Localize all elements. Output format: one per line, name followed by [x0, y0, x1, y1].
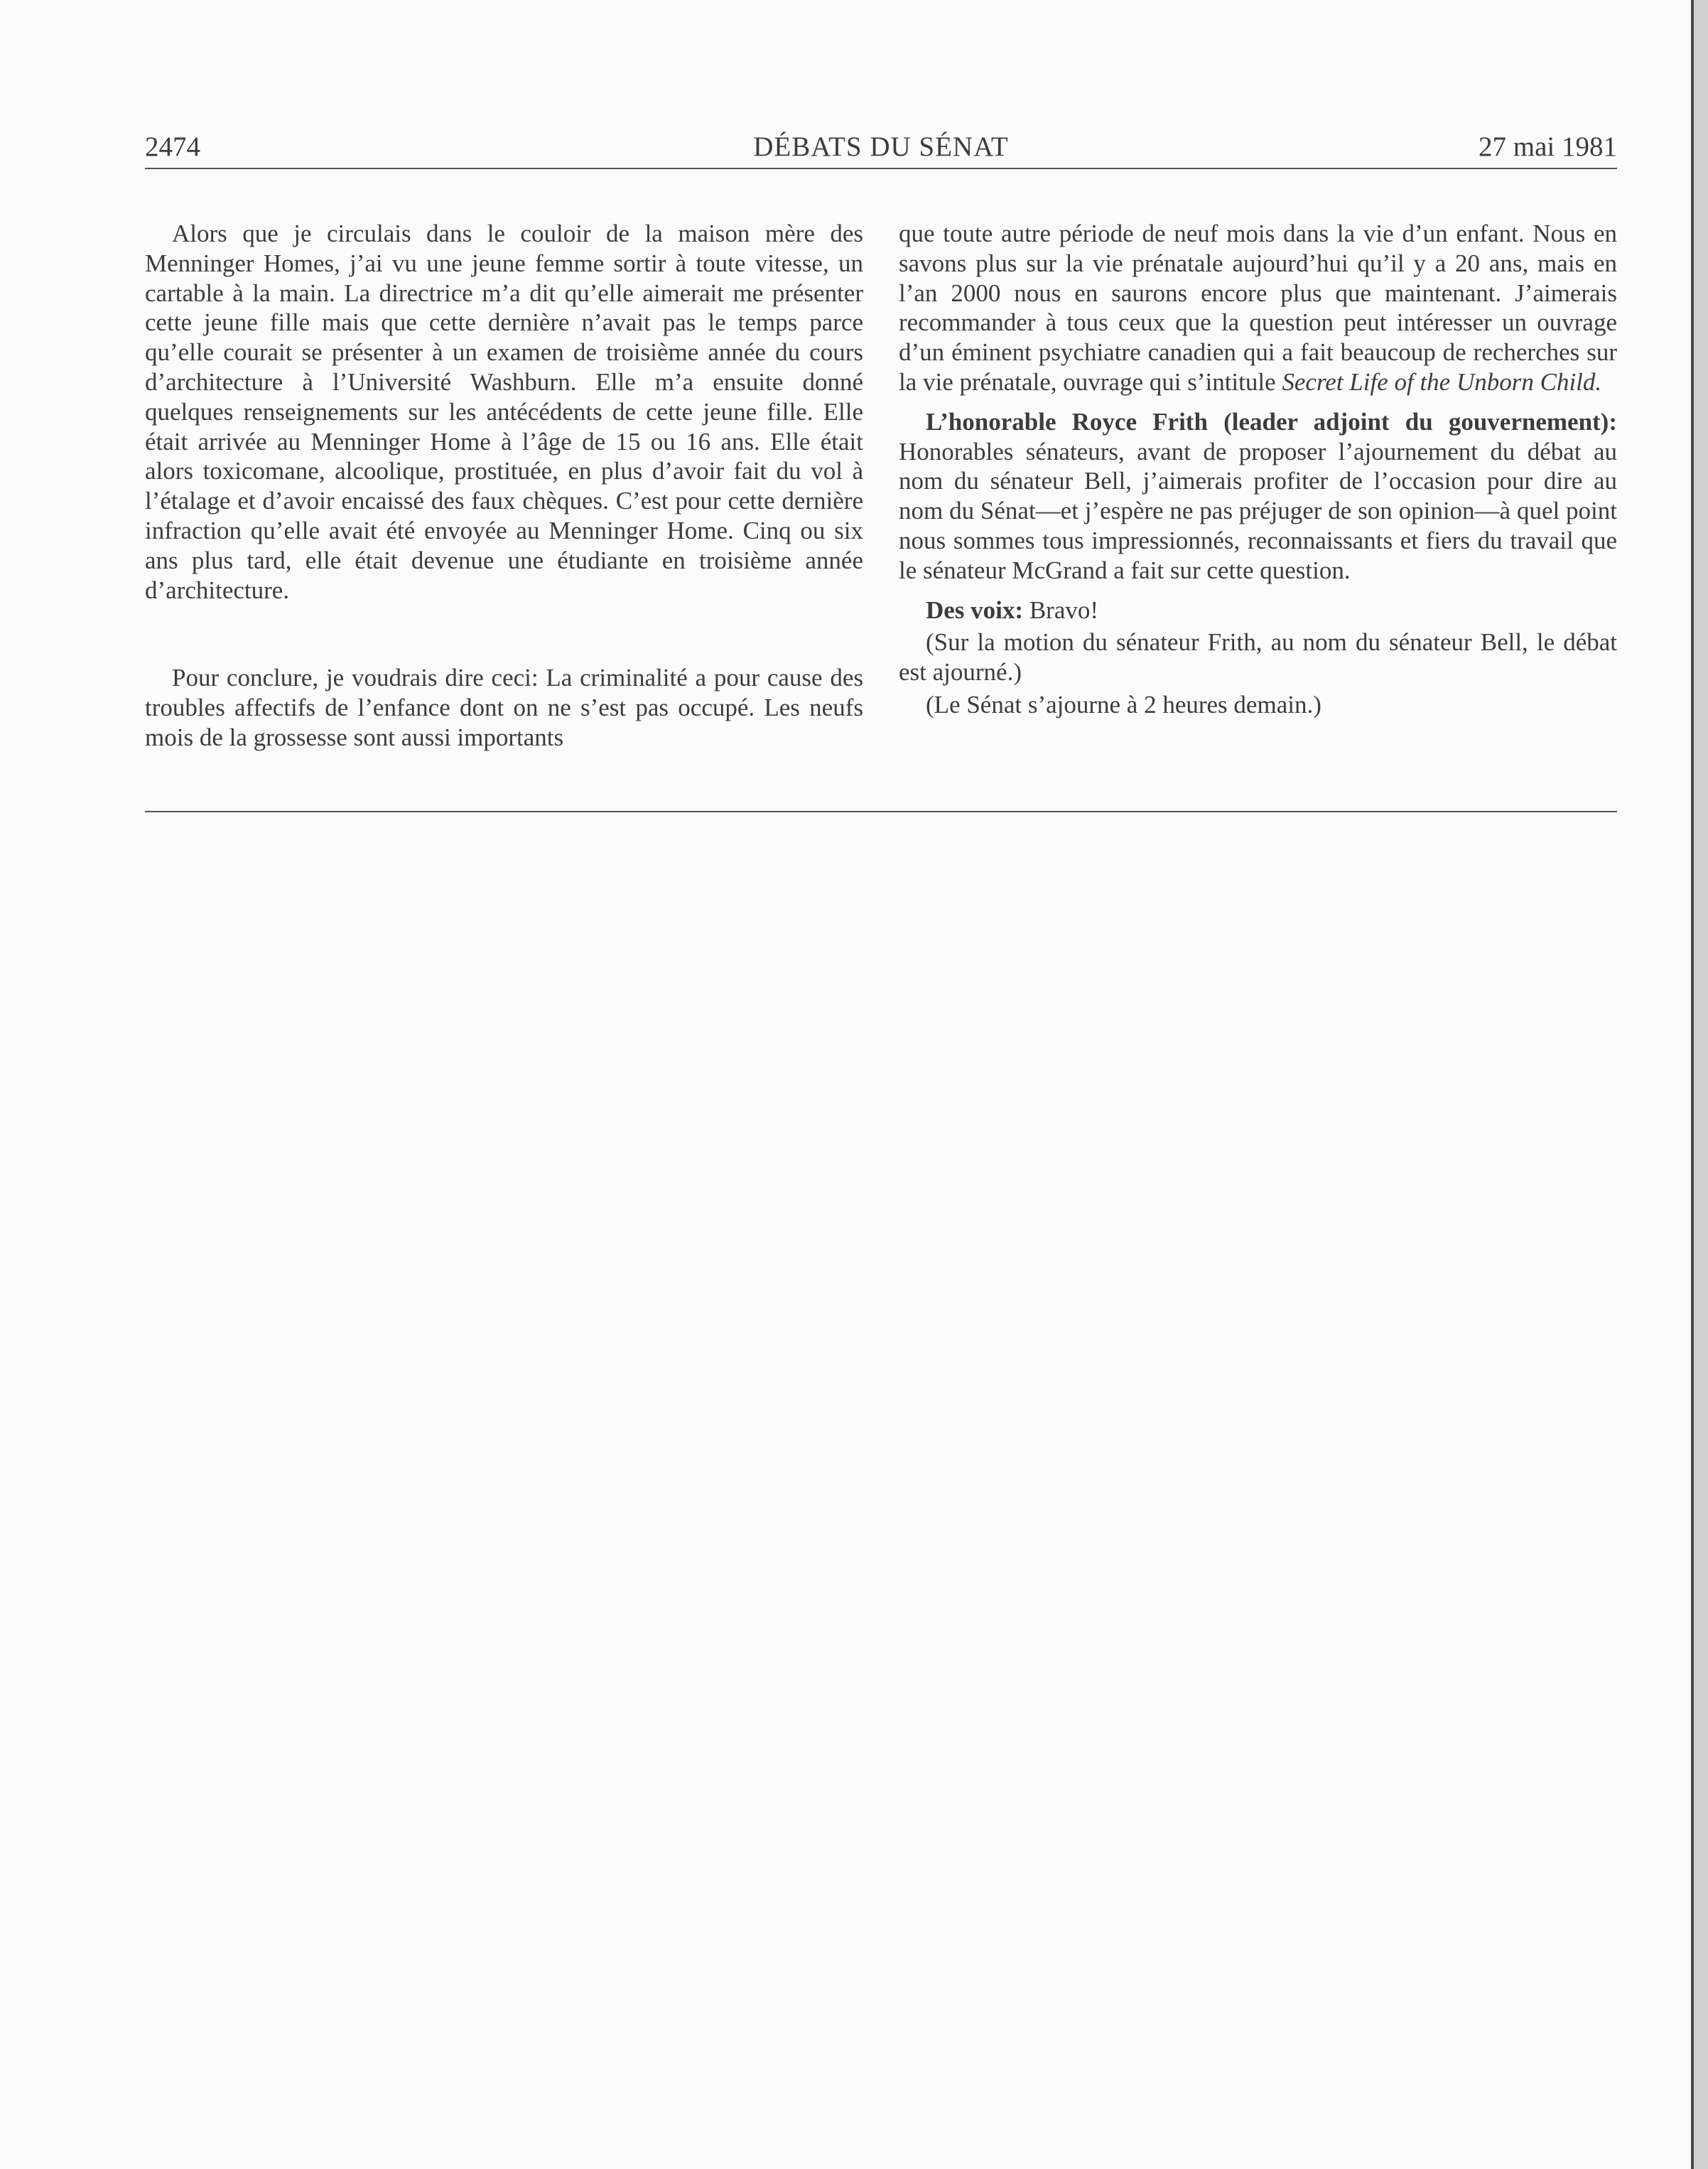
speaker-name: L’honorable Royce Frith (leader adjoint du gouvernement): [926, 407, 1617, 436]
speech-text: Honorables sénateurs, avant de proposer l’ajournement du débat au nom du sénateur Bell, j’aimerais profiter de l’occasion pour dire au nom du Sénat—et j’espère ne pas préjuger de son opinion—à quel point nous sommes tous impressionnés, reconnaissants et fiers du travail que le sénateur McGrand a fait sur cette question. [899, 437, 1617, 584]
voices-text: Bravo! [1023, 596, 1099, 624]
adjourn-paragraph: (Le Sénat s’ajourne à 2 heures demain.) [926, 690, 1321, 718]
left-paragraph-2: Pour conclure, je voudrais dire ceci: La criminalité a pour cause des troubles affectifs de l’enfance dont on ne s’est pas occupé. Les neufs mois de la grossesse sont aussi importants [145, 664, 863, 751]
page-number: 2474 [145, 131, 200, 162]
speech-paragraph [899, 407, 1617, 586]
section-end-rule [145, 811, 1617, 812]
left-paragraph-1: Alors que je circulais dans le couloir de la maison mère des Menninger Homes, j’ai vu une jeune femme sortir à toute vitesse, un cartable à la main. La directrice m’a dit qu’elle aimerait me présenter cette jeune fille mais que cette dernière n’avait pas le temps parce qu’elle courait se présenter à un examen de troisième année du cours d’architecture à l’Université Washburn. Elle m’a ensuite donné quelques renseignements sur les antécédents de cette jeune fille. Elle était arrivée au Menninger Home à l’âge de 15 ou 16 ans. Elle était alors toxicomane, alcoolique, prostituée, en plus d’avoir fait du vol à l’étalage et d’avoir encaissé des faux chèques. C’est pour cette dernière infraction qu’elle avait été envoyée au Menninger Home. Cinq ou six ans plus tard, elle était devenue une étudiante en troisième année d’architecture. [145, 220, 863, 604]
motion-paragraph: (Sur la motion du sénateur Frith, au nom du sénateur Bell, le débat est ajourné.) [899, 628, 1617, 687]
left-column [145, 219, 863, 753]
book-title: Secret Life of the Unborn Child. [1282, 367, 1602, 396]
right-paragraph-1-text: que toute autre période de neuf mois dans la vie d’un enfant. Nous en savons plus sur la vie prénatale aujourd’hui qu’il y a 20 ans, mais en l’an 2000 nous en saurons encore plus que maintenant. J’aimerais recommander à tous ceux que la question peut intéresser un ouvrage d’un éminent psychiatre canadien qui a fait beaucoup de recherches sur la vie prénatale, ouvrage qui s’intitule [899, 220, 1617, 396]
page-title: DÉBATS DU SÉNAT [753, 131, 1009, 162]
header-rule [145, 168, 1617, 169]
right-paragraph-1 [899, 219, 1617, 397]
page-header [145, 127, 1617, 169]
page-date: 27 mai 1981 [1479, 131, 1617, 162]
page-edge-margin [1694, 0, 1708, 2169]
right-column [899, 219, 1617, 720]
voices-label: Des voix: [926, 596, 1024, 624]
voices-paragraph [899, 596, 1617, 625]
